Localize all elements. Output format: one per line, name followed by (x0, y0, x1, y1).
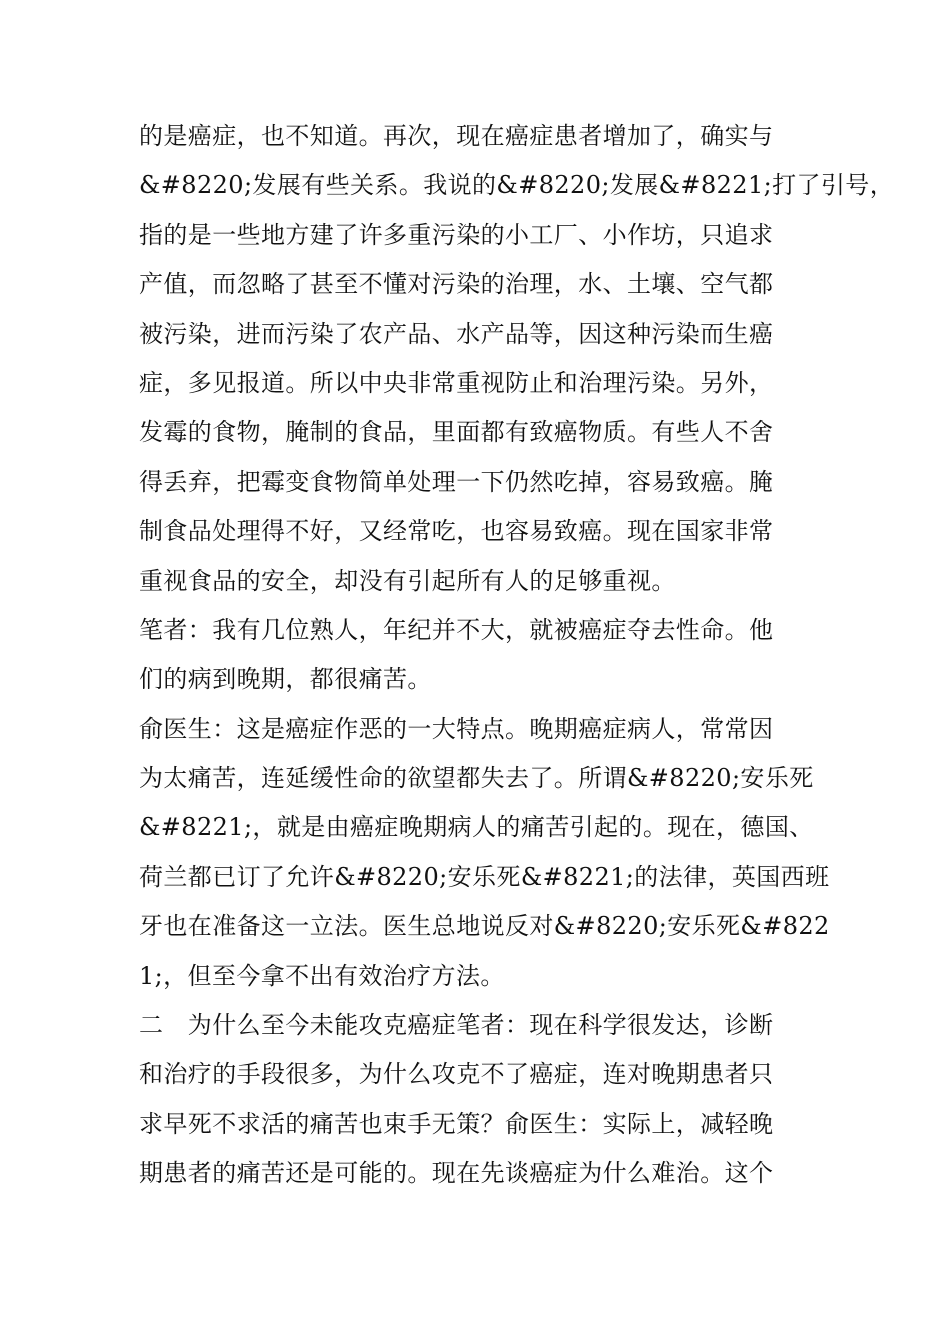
text-line: 和治疗的手段很多，为什么攻克不了癌症，连对晚期患者只 (139, 1060, 774, 1089)
text-line: 得丢弃，把霉变食物简单处理一下仍然吃掉，容易致癌。腌 (139, 467, 774, 496)
text-line: 期患者的痛苦还是可能的。现在先谈癌症为什么难治。这个 (139, 1159, 774, 1188)
text-line: 俞医生：这是癌症作恶的一大特点。晚期癌症病人，常常因 (139, 714, 774, 743)
text-line: 为太痛苦，连延缓性命的欲望都失去了。所谓&#8220;安乐死 (139, 764, 814, 793)
text-line: &#8220;发展有些关系。我说的&#8220;发展&#8221;打了引号， (139, 171, 895, 200)
text-line: 重视食品的安全，却没有引起所有人的足够重视。 (139, 566, 676, 595)
text-line: 荷兰都已订了允许&#8220;安乐死&#8221;的法律，英国西班 (139, 862, 830, 891)
text-line: 二 为什么至今未能攻克癌症笔者：现在科学很发达，诊断 (139, 1011, 774, 1040)
text-line: 笔者：我有几位熟人，年纪并不大，就被癌症夺去性命。他 (139, 615, 774, 644)
text-line: 症，多见报道。所以中央非常重视防止和治理污染。另外， (139, 368, 774, 397)
text-line: 被污染，进而污染了农产品、水产品等，因这种污染而生癌 (139, 319, 774, 348)
document-body (139, 112, 895, 1199)
text-line: 指的是一些地方建了许多重污染的小工厂、小作坊，只追求 (139, 220, 774, 249)
text-line: 的是癌症，也不知道。再次，现在癌症患者增加了，确实与 (139, 122, 774, 150)
text-line: 1;，但至今拿不出有效治疗方法。 (139, 961, 505, 990)
text-line: 们的病到晚期，都很痛苦。 (139, 665, 432, 694)
text-line: 求早死不求活的痛苦也束手无策？俞医生：实际上，减轻晚 (139, 1109, 774, 1138)
text-line: 牙也在准备这一立法。医生总地说反对&#8220;安乐死&#822 (139, 912, 830, 941)
text-line: 发霉的食物，腌制的食品，里面都有致癌物质。有些人不舍 (139, 418, 774, 447)
text-line: &#8221;，就是由癌症晚期病人的痛苦引起的。现在，德国、 (139, 813, 814, 842)
text-line: 产值，而忽略了甚至不懂对污染的治理，水、土壤、空气都 (139, 270, 774, 299)
text-line: 制食品处理得不好，又经常吃，也容易致癌。现在国家非常 (139, 517, 774, 546)
